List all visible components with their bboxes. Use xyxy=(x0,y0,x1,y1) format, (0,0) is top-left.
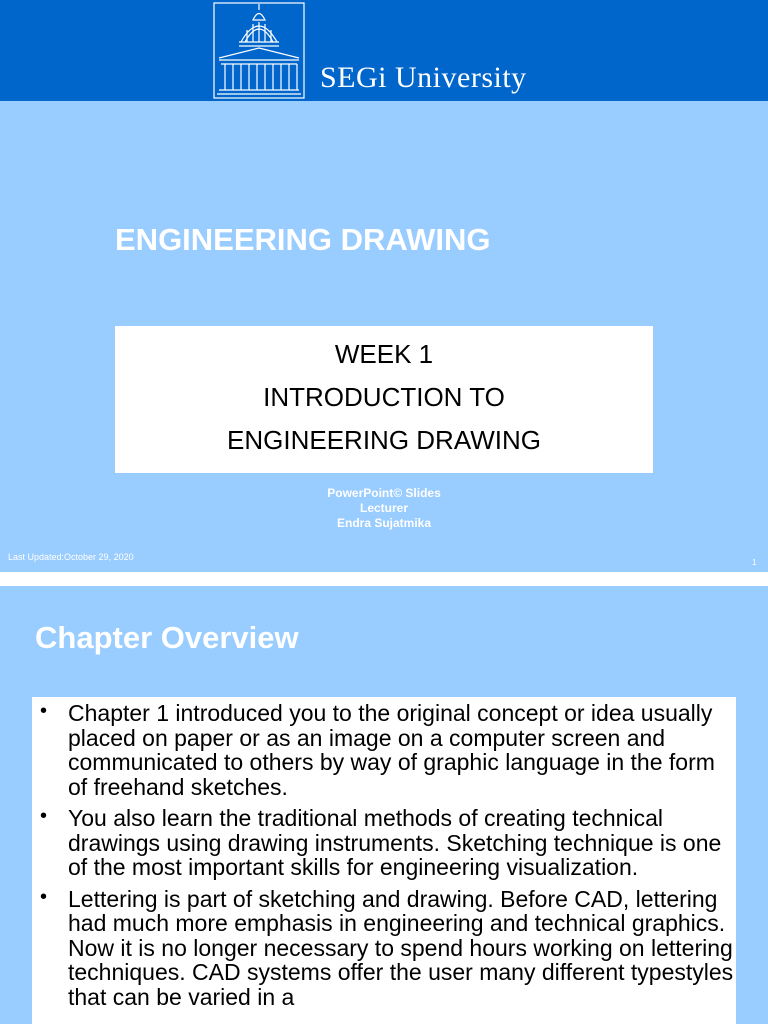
week-subtitle-line-2: ENGINEERING DRAWING xyxy=(227,425,541,455)
credits-line-1: PowerPoint© Slides xyxy=(327,486,441,500)
list-item xyxy=(32,701,736,799)
bullet-text: Chapter 1 introduced you to the original concept or idea usually placed on paper or as an image on a computer screen and communicated to others by way of graphic language in the form of freehand sketches. xyxy=(68,700,715,800)
credits-line-2: Lecturer xyxy=(359,501,409,515)
week-box xyxy=(115,326,653,473)
header-bar xyxy=(0,0,768,101)
credits-line-3: Endra Sujatmika xyxy=(336,516,432,530)
credits xyxy=(0,486,768,531)
slide-2 xyxy=(0,586,768,1024)
week-label: WEEK 1 xyxy=(334,339,434,369)
bullet-text: You also learn the traditional methods of creating technical drawings using drawing instruments. Sketching technique is one of the most important skills for engineering visualization. xyxy=(68,805,722,880)
last-updated: Last Updated:October 29, 2020 xyxy=(8,552,134,562)
page-number: 1 xyxy=(752,558,757,567)
chapter-title: Chapter Overview xyxy=(35,620,299,655)
bullet-text: Lettering is part of sketching and drawing. Before CAD, lettering had much more emphasis in engineering and technical graphics. Now it is no longer necessary to spend hours working on lettering techniques. CAD systems offer the user many different typestyles that can be varied in a xyxy=(68,885,734,1010)
bullet-icon: • xyxy=(40,805,48,827)
bullet-icon: • xyxy=(40,885,48,908)
week-subtitle-line-1: INTRODUCTION TO xyxy=(263,382,505,412)
bullet-list xyxy=(32,697,736,1009)
list-item xyxy=(32,806,736,880)
content-box xyxy=(32,697,736,1024)
slide-title: ENGINEERING DRAWING xyxy=(115,222,491,257)
university-name: SEGi University xyxy=(320,61,527,94)
university-building-logo-icon xyxy=(213,2,305,99)
list-item xyxy=(32,887,736,1010)
bullet-icon: • xyxy=(40,700,48,722)
